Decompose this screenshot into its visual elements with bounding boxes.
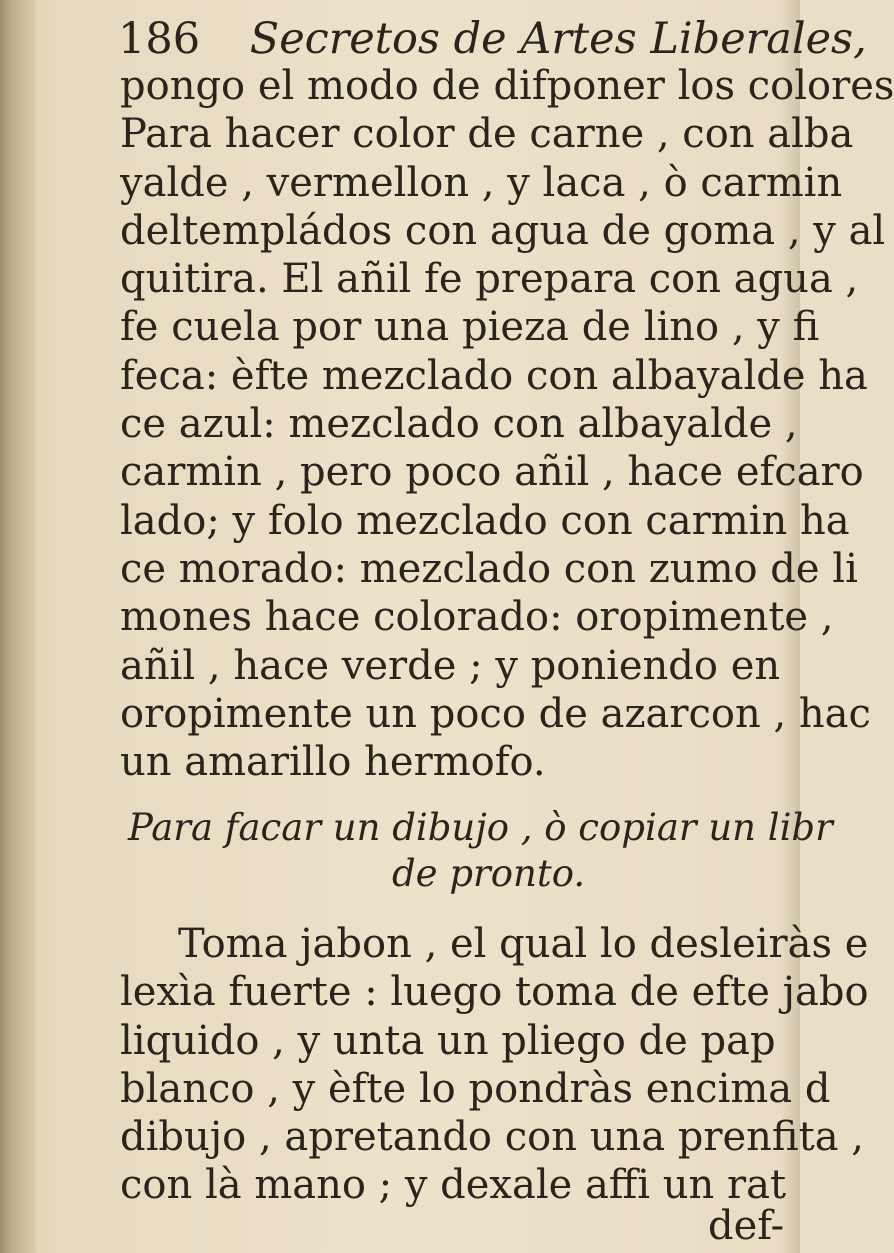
text-line: con là mano ; y dexale affi un rat [120,1162,787,1209]
text-line: Para hacer color de carne , con alba [120,111,854,158]
catchword: def- [708,1203,785,1249]
running-title: Secretos de Artes Liberales, [249,14,867,64]
text-line: un amarillo hermofo. [120,739,546,786]
section-title-line-1: Para facar un dibujo , ò copiar un libr [128,806,833,849]
text-line: blanco , y èfte lo pondràs encima d [120,1065,831,1112]
text-line: ce morado: mezclado con zumo de li [120,545,858,592]
text-line: carmin , pero poco añil , hace efcaro [120,449,864,496]
text-line: fe cuela por una pieza de lino , y fi [120,304,820,351]
page-number: 186 [118,14,201,64]
text-line: lado; y folo mezclado con carmin ha [120,497,850,544]
text-line: ce azul: mezclado con albayalde , [120,401,798,448]
text-line: deltempládos con agua de goma , y al [120,207,886,254]
text-line: pongo el modo de difponer los colores [120,63,894,109]
page-gutter-shadow [0,0,36,1253]
text-line: añil , hace verde ; y poniendo en [120,642,781,689]
text-line: yalde , vermellon , y laca , ò carmin [120,159,843,206]
text-line: mones hace colorado: oropimente , [120,594,834,641]
text-line: feca: èfte mezclado con albayalde ha [120,352,868,399]
text-line: Toma jabon , el qual lo desleiràs e [178,921,869,967]
text-line: dibujo , apretando con una prenfita , [120,1114,864,1161]
text-line: liquido , y unta un pliego de pap [120,1017,776,1064]
paragraph-copy-drawing [120,920,869,1210]
text-line: quitira. El añil fe prepara con agua , [120,256,859,303]
section-title [128,805,833,897]
section-title-line-2: de pronto. [392,852,586,895]
text-line: oropimente un poco de azarcon , hac [120,690,871,737]
paragraph-colors [120,62,894,786]
text-line: lexìa fuerte : luego toma de efte jabo [120,969,869,1016]
